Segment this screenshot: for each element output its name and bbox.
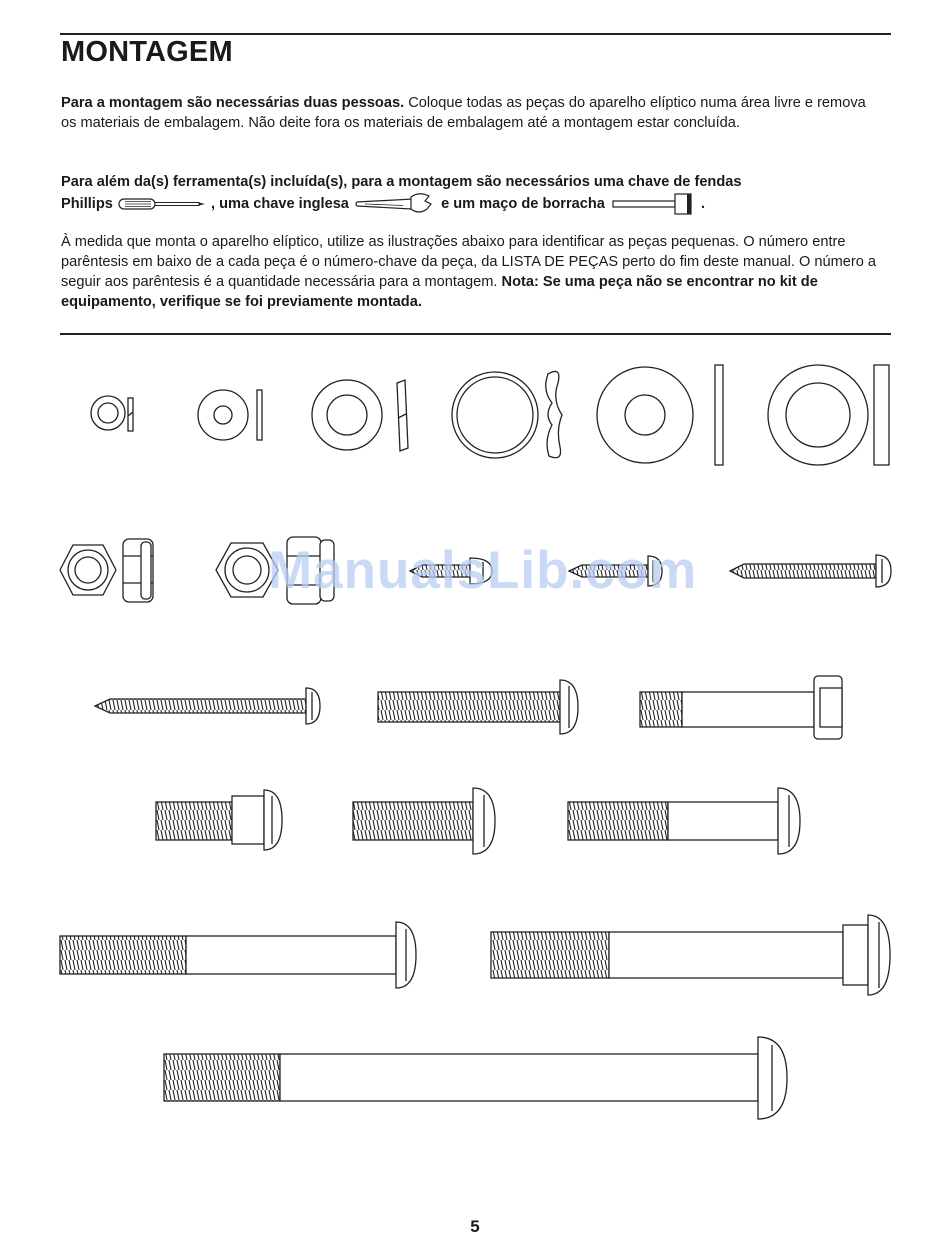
nylon-nut-small-icon bbox=[60, 539, 153, 602]
tools-wrench: , uma chave inglesa bbox=[211, 195, 349, 212]
split-lock-washer-large-icon bbox=[312, 380, 408, 451]
page-number: 5 bbox=[470, 1217, 480, 1236]
intro-bold: Para a montagem são necessárias duas pessoas. bbox=[61, 95, 405, 111]
flat-washer-medium-icon bbox=[597, 365, 723, 465]
page-title: MONTAGEM bbox=[61, 36, 233, 68]
shoulder-bolt-flanged-icon bbox=[640, 676, 842, 739]
intro-text: Coloque todas as peças do aparelho elíptico numa área livre e remova os materiais de embalagem. Não deite fora os materiais de embalagem até a montagem estar concluída. bbox=[61, 95, 866, 131]
flat-washer-small-icon bbox=[198, 390, 262, 440]
shoulder-bolt-collar-long-icon bbox=[491, 915, 890, 995]
watermark: ManualsLib.com bbox=[268, 541, 698, 600]
bolt-threaded-icon bbox=[378, 680, 578, 734]
shoulder-bolt-extra-long-icon bbox=[164, 1037, 787, 1119]
parts-note-bold: Nota: Se uma peça não se encontrar no kit de equipamento, verifique se foi previamente montada. bbox=[61, 274, 818, 310]
tools-mallet: e um maço de borracha bbox=[441, 195, 605, 212]
wave-washer-icon bbox=[452, 371, 562, 458]
shoulder-bolt-long-icon bbox=[60, 922, 416, 988]
tools-end: . bbox=[701, 195, 706, 212]
tools-line1: Para além da(s) ferramenta(s) incluída(s), para a montagem são necessários uma chave de fendas bbox=[61, 174, 742, 190]
shoulder-bolt-medium-icon bbox=[568, 788, 800, 854]
parts-note-text: À medida que monta o aparelho elíptico, utilize as ilustrações abaixo para identificar as peças pequenas. O número entre parêntesis em baixo de a cada peça é o número-chave da peça, da LISTA DE PEÇAS perto do fim deste manual. O número a seguir aos parêntesis é a quantidade necessária para a montagem. bbox=[61, 234, 877, 290]
split-lock-washer-small-icon bbox=[91, 396, 133, 431]
screw-long-icon bbox=[95, 688, 320, 724]
flat-washer-large-icon bbox=[768, 365, 889, 465]
screw-medium-icon bbox=[730, 555, 891, 587]
bolt-short-collar-icon bbox=[156, 790, 282, 850]
bolt-short-icon bbox=[353, 788, 495, 854]
tools-phillips: Phillips bbox=[61, 195, 113, 212]
